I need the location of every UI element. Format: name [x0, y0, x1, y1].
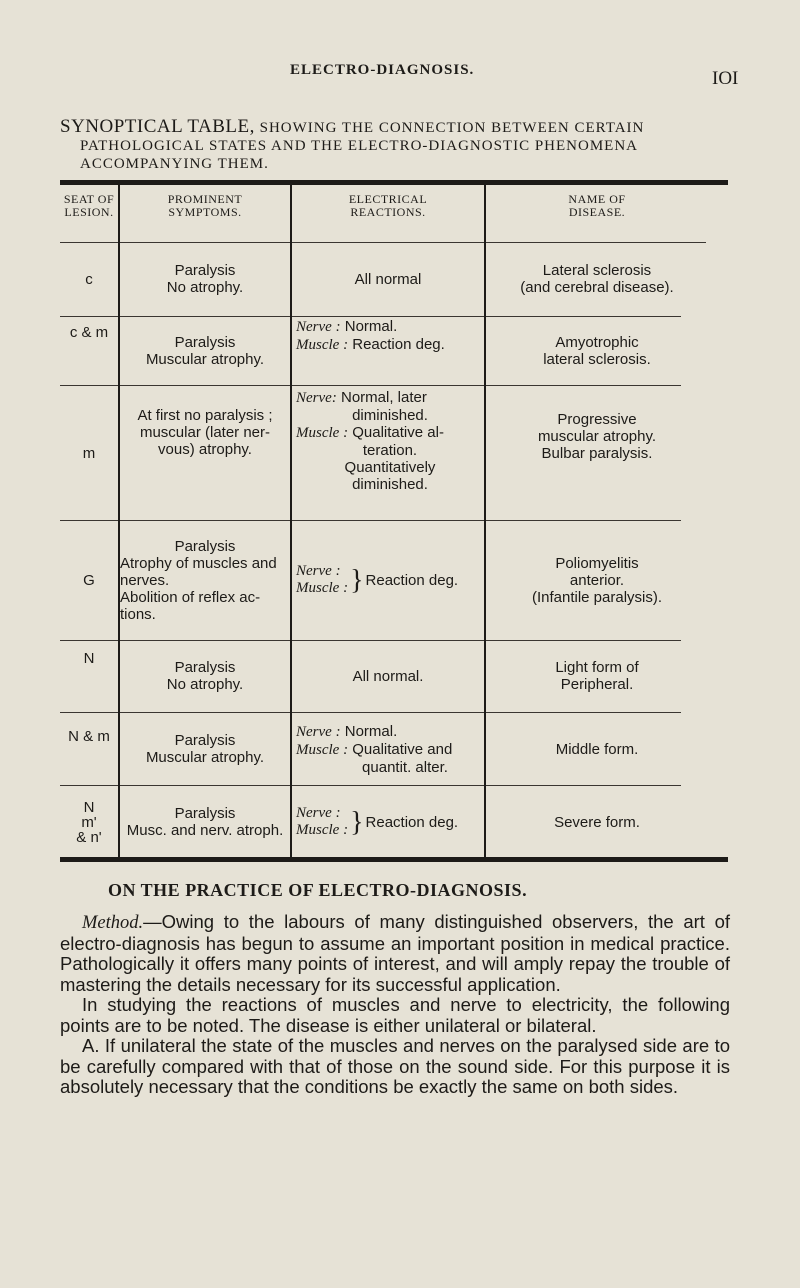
header-reactions-line2: REACTIONS. — [350, 205, 426, 219]
row5-symptom-line: Paralysis — [174, 659, 236, 676]
row4-disease-line: Poliomyelitis — [555, 554, 639, 572]
row2-nerve — [296, 318, 397, 336]
header-disease-line1: NAME OF — [568, 192, 626, 206]
row7-seat-line: & n' — [76, 828, 102, 846]
row6-seat: N & m — [68, 728, 110, 745]
row-divider — [486, 640, 681, 641]
row1-symptom-line: No atrophy. — [166, 279, 244, 296]
row-divider — [60, 520, 118, 521]
row7-seat — [60, 787, 118, 857]
row4-symptoms — [120, 522, 290, 638]
row4-symptom-line: Atrophy of muscles and — [120, 554, 277, 572]
header-reactions — [292, 185, 484, 249]
muscle-label: Muscle : — [296, 337, 349, 353]
row3-seat: m — [82, 444, 96, 462]
running-title: ELECTRO-DIAGNOSIS. — [290, 62, 475, 78]
nerve-label: Nerve : — [296, 805, 341, 821]
muscle-value-line2: quantit. alter. — [362, 758, 448, 776]
row1-reactions: All normal — [354, 270, 422, 288]
row4-disease-line: anterior. — [569, 571, 625, 589]
row-divider — [486, 385, 681, 386]
row3-nerve — [296, 389, 427, 407]
paragraph: A. If unilateral the state of the muscles and nerves on the paralysed side are to be carefully compared with that of those on the sound side. For this purpose it is absolutely necessary that the conditions be exactly the same on both sides. — [60, 1035, 730, 1097]
row7-brace-labels — [296, 805, 348, 839]
paragraph-lead: Method. — [82, 913, 144, 933]
row2-symptom-line: Paralysis — [174, 334, 236, 351]
row4-symptom-line: Paralysis — [174, 537, 236, 555]
row1-symptoms — [120, 244, 290, 314]
row4-brace-labels — [296, 563, 348, 597]
nerve-label: Nerve : — [296, 563, 341, 579]
header-seat-line2: LESION. — [64, 205, 114, 219]
table-bottom-rule — [60, 857, 728, 862]
row3-symptoms — [120, 387, 290, 539]
row5-reactions: All normal. — [352, 667, 424, 685]
caption-line1: SHOWING THE CONNECTION BETWEEN CERTAIN — [259, 120, 645, 136]
reaction-value: Reaction deg. — [365, 813, 459, 831]
row2-muscle — [296, 336, 445, 354]
header-symptoms — [120, 185, 290, 249]
row4-symptom-line: nerves. — [120, 571, 170, 589]
page-number: IOI — [712, 68, 739, 89]
row1-disease-line: Lateral sclerosis — [542, 262, 652, 279]
paragraph-method — [60, 912, 730, 995]
row3-symptom-line: muscular (later ner- — [139, 424, 271, 441]
row-divider — [120, 785, 290, 786]
header-seat-line1: SEAT OF — [63, 192, 115, 206]
row-divider — [120, 316, 290, 317]
row4-reactions — [296, 522, 484, 638]
row2-symptoms — [120, 318, 290, 384]
row3-disease-line: Progressive — [557, 411, 637, 428]
row-divider — [120, 640, 290, 641]
body-text — [60, 912, 730, 1098]
row7-seat-line: m' — [81, 813, 97, 831]
row7-symptoms — [120, 787, 290, 857]
row5-seat: N — [83, 650, 95, 667]
row-divider — [486, 316, 681, 317]
row-divider — [60, 316, 118, 317]
nerve-label: Nerve: — [296, 390, 337, 406]
header-disease — [486, 185, 708, 249]
row3-disease-line: muscular atrophy. — [537, 428, 657, 445]
muscle-value-line3: Quantitatively — [344, 459, 436, 476]
row4-disease — [486, 522, 708, 638]
row6-nerve — [296, 723, 397, 741]
row-divider — [292, 640, 484, 641]
row4-symptom-line: Abolition of reflex ac- — [120, 588, 261, 606]
row-divider — [292, 385, 484, 386]
row3-disease-line: Bulbar paralysis. — [541, 445, 653, 462]
nerve-value: Normal, later — [340, 389, 427, 406]
row-divider — [292, 712, 484, 713]
header-disease-line2: DISEASE. — [568, 205, 626, 219]
row-divider — [486, 785, 681, 786]
row4-seat: G — [83, 571, 95, 589]
row2-symptom-line: Muscular atrophy. — [145, 351, 265, 368]
row3-symptom-line: vous) atrophy. — [158, 441, 252, 458]
reaction-value: Reaction deg. — [365, 571, 459, 589]
muscle-label: Muscle : — [296, 822, 349, 838]
row-divider — [60, 640, 118, 641]
row2-disease-line: lateral sclerosis. — [543, 351, 651, 368]
section-heading: ON THE PRACTICE OF ELECTRO-DIAGNOSIS. — [108, 880, 528, 900]
row3-disease — [486, 387, 708, 543]
row7-reactions — [296, 787, 484, 857]
caption-lead: SYNOPTICAL TABLE, — [60, 116, 255, 137]
row-divider — [486, 712, 681, 713]
row-divider — [120, 712, 290, 713]
row6-symptoms — [120, 714, 290, 784]
row5-disease — [486, 642, 708, 710]
paragraph: In studying the reactions of muscles and nerve to electricity, the following points are to be noted. The disease is either unilateral or bilateral. — [60, 994, 730, 1036]
nerve-label: Nerve : — [296, 319, 341, 335]
muscle-label: Muscle : — [296, 580, 349, 596]
row7-symptom-line: Musc. and nerv. atroph. — [126, 822, 284, 839]
row3-symptom-line: At first no paralysis ; — [137, 407, 273, 424]
row1-disease-line: (and cerebral disease). — [520, 279, 674, 296]
row6-symptom-line: Muscular atrophy. — [145, 749, 265, 766]
row7-brace-group — [296, 805, 458, 839]
row3-muscle — [296, 424, 444, 442]
row7-disease: Severe form. — [554, 813, 640, 831]
row2-reactions — [296, 318, 484, 384]
row7-seat-line: N — [83, 798, 95, 816]
nerve-value-line2: diminished. — [352, 407, 428, 424]
header-reactions-line1: ELECTRICAL — [348, 192, 428, 206]
muscle-value: Qualitative al- — [352, 424, 444, 441]
row-divider — [120, 385, 290, 386]
row6-symptom-line: Paralysis — [174, 732, 236, 749]
caption-line2: PATHOLOGICAL STATES AND THE ELECTRO-DIAGNOSTIC PHENOMENA — [80, 138, 638, 154]
row4-brace-group — [296, 563, 458, 597]
row6-muscle — [296, 741, 452, 759]
synoptical-table — [60, 180, 728, 862]
muscle-value-line2: teration. — [362, 442, 418, 459]
caption-line3: ACCOMPANYING THEM. — [80, 156, 269, 172]
nerve-label: Nerve : — [296, 723, 341, 740]
row5-symptoms — [120, 642, 290, 710]
row5-symptom-line: No atrophy. — [166, 676, 244, 693]
row-divider — [292, 316, 484, 317]
row2-disease-line: Amyotrophic — [555, 334, 639, 351]
muscle-value-line4: diminished. — [352, 476, 428, 493]
brace-glyph: } — [350, 806, 364, 838]
row1-symptom-line: Paralysis — [174, 262, 236, 279]
row1-seat: c — [85, 270, 93, 288]
row2-disease — [486, 318, 708, 384]
paragraph-text: —Owing to the labours of many distinguished observers, the art of electro-diagnosis has begun to assume an important position in medical practice. Pathologically it offers many points of interest, and will amply repay the trouble of mastering the details necessary for its successful application. — [60, 911, 730, 995]
running-head — [0, 62, 800, 89]
muscle-value: Reaction deg. — [352, 336, 445, 353]
muscle-label: Muscle : — [296, 741, 349, 758]
row4-symptom-line: tions. — [120, 605, 156, 623]
muscle-label: Muscle : — [296, 425, 349, 441]
row4-disease-line: (Infantile paralysis). — [531, 588, 663, 606]
table-caption — [60, 118, 750, 173]
nerve-value: Normal. — [344, 722, 398, 740]
header-symptoms-line1: PROMINENT — [167, 192, 243, 206]
row5-disease-line: Light form of — [555, 659, 639, 676]
row7-symptom-line: Paralysis — [174, 805, 236, 822]
row6-reactions — [296, 714, 484, 784]
nerve-value: Normal. — [344, 318, 398, 335]
row1-disease — [486, 244, 708, 314]
muscle-value: Qualitative and — [352, 740, 453, 758]
row-divider — [292, 785, 484, 786]
header-symptoms-line2: SYMPTOMS. — [168, 205, 242, 219]
brace-glyph: } — [350, 564, 364, 596]
row2-seat: c & m — [69, 324, 109, 341]
header-seat — [60, 185, 118, 249]
row6-disease: Middle form. — [555, 740, 639, 758]
row5-disease-line: Peripheral. — [560, 676, 634, 693]
row3-reactions — [296, 387, 484, 521]
